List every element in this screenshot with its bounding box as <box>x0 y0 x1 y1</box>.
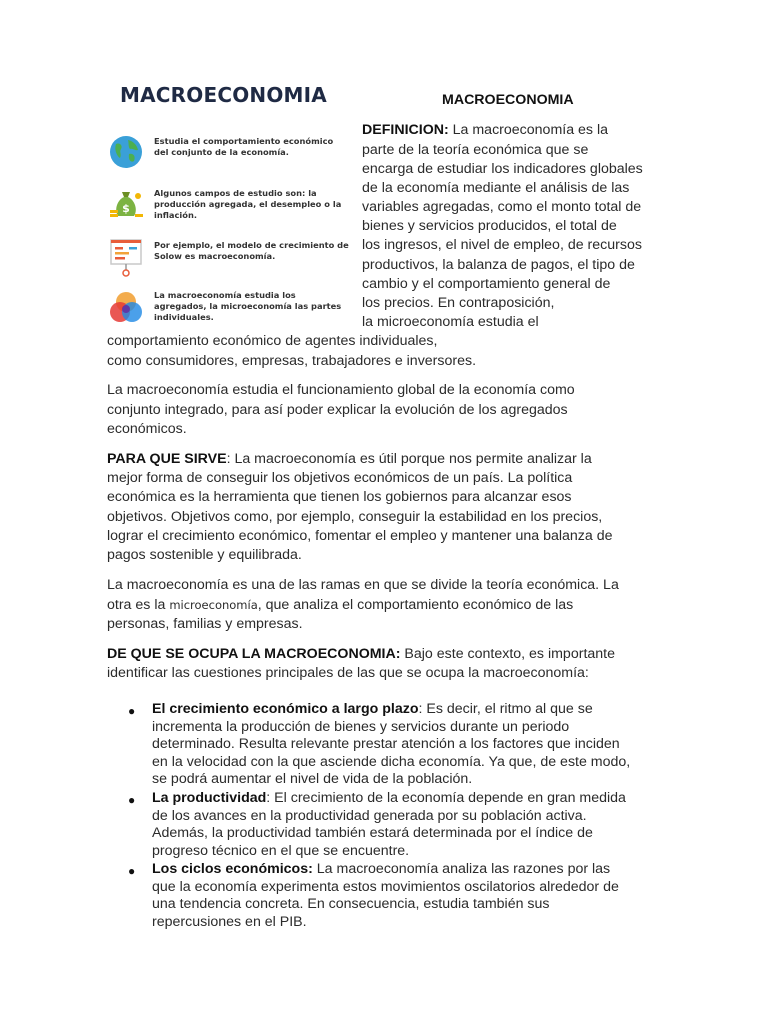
infographic-row <box>106 238 352 280</box>
para-que-sirve-line <box>107 450 592 469</box>
paragraph-line: personas, familias y empresas. <box>107 616 303 632</box>
paragraph-line: La macroeconomía estudia el funcionamiento global de la economía como <box>107 382 575 398</box>
definicion-line: los ingresos, el nivel de empleo, de recursos <box>362 237 642 253</box>
definicion-line: productivos, la balanza de pagos, el tipo de <box>362 256 635 273</box>
infographic-row-text: Por ejemplo, el modelo de crecimiento de Solow es macroeconomía. <box>154 240 349 261</box>
definicion-line: como consumidores, empresas, trabajadores e inversores. <box>107 352 477 369</box>
globe-icon <box>108 134 144 170</box>
paragraph-line: conjunto integrado, para así poder explicar la evolución de los agregados <box>107 401 568 418</box>
bullet-line: incrementa la producción de bienes y servicios durante un periodo <box>152 718 570 735</box>
para-que-sirve-label: PARA QUE SIRVE <box>107 450 227 467</box>
paragraph-text: , que analiza el comportamiento económico de las <box>257 596 574 613</box>
definicion-line: encarga de estudiar los indicadores globales <box>362 160 643 177</box>
bullet-icon: ● <box>128 864 136 878</box>
venn-circles-icon <box>108 288 144 328</box>
bullet-line: progreso técnico en el que se encuentre. <box>152 842 410 859</box>
infographic-row <box>106 134 352 176</box>
bullet-term: El crecimiento económico a largo plazo <box>152 701 419 717</box>
definicion-line: los precios. En contraposición, <box>362 294 555 311</box>
para-que-sirve-line: mejor forma de conseguir los objetivos económicos de un país. La política <box>107 470 573 486</box>
bullet-icon: ● <box>128 793 136 807</box>
de-que-se-ocupa-line: identificar las cuestiones principales de las que se ocupa la macroeconomía: <box>107 665 589 681</box>
money-bag-icon <box>108 186 144 222</box>
de-que-se-ocupa-line <box>107 645 615 664</box>
definicion-line: de la economía mediante el análisis de las <box>362 179 630 196</box>
definicion-label: DEFINICION: <box>362 122 449 138</box>
paragraph-line: económicos. <box>107 420 187 437</box>
definicion-line: comportamiento económico de agentes individuales, <box>107 333 438 349</box>
bullet-line <box>152 860 610 879</box>
bullet-line: que la economía experimenta estos movimientos oscilatorios alrededor de <box>152 878 619 895</box>
page-title: MACROECONOMIA <box>442 92 574 108</box>
de-que-se-ocupa-label: DE QUE SE OCUPA LA MACROECONOMIA: <box>107 646 401 662</box>
infographic-row <box>106 186 352 228</box>
de-que-se-ocupa-text: Bajo este contexto, es importante <box>400 646 615 662</box>
bullet-term: La productividad <box>152 790 267 806</box>
definicion-line: variables agregadas, como el monto total de <box>362 199 642 215</box>
bullet-text: La macroeconomía analiza las razones por las <box>312 861 611 877</box>
paragraph-line <box>107 596 573 615</box>
definicion-line: cambio y el comportamiento general de <box>362 275 611 292</box>
bullet-text: : Es decir, el ritmo al que se <box>418 701 593 717</box>
infographic-row-text: Estudia el comportamiento económico del conjunto de la economía. <box>154 136 334 157</box>
para-que-sirve-line: lograr el crecimiento económico, fomentar el empleo y mantener una balanza de <box>107 527 613 544</box>
paragraph-text: otra es la <box>107 596 170 613</box>
infographic-title: MACROECONOMIA <box>120 83 327 107</box>
para-que-sirve-line: pagos sostenible y equilibrada. <box>107 546 302 563</box>
infographic-row-text: Algunos campos de estudio son: la producción agregada, el desempleo o la inflación. <box>154 188 342 220</box>
paragraph-line: La macroeconomía es una de las ramas en que se divide la teoría económica. La <box>107 577 619 593</box>
definicion-line <box>362 121 608 140</box>
bullet-line: repercusiones en el PIB. <box>152 913 307 930</box>
bullet-line: se podrá aumentar el nivel de vida de la población. <box>152 771 473 787</box>
bullet-line: de los avances en la productividad generada por su población activa. <box>152 807 587 824</box>
definicion-text: La macroeconomía es la <box>448 122 609 138</box>
definicion-line: bienes y servicios producidos, el total de <box>362 218 617 234</box>
bullet-line <box>152 700 593 719</box>
definicion-line: la microeconomía estudia el <box>362 314 539 330</box>
svg-text:$: $ <box>122 202 130 215</box>
para-que-sirve-line: económica es la herramienta que tienen los gobiernos para alcanzar esos <box>107 489 572 505</box>
infographic-row <box>106 288 352 330</box>
bullet-line <box>152 789 626 808</box>
bullet-icon: ● <box>128 704 136 718</box>
bullet-term: Los ciclos económicos: <box>152 861 313 877</box>
macroeconomia-infographic <box>106 82 352 334</box>
para-que-sirve-text: : La macroeconomía es útil porque nos permite analizar la <box>226 450 592 467</box>
presentation-board-icon <box>108 238 144 278</box>
para-que-sirve-line: objetivos. Objetivos como, por ejemplo, conseguir la estabilidad en los precios, <box>107 508 603 525</box>
definicion-line: parte de la teoría económica que se <box>362 141 589 158</box>
bullet-line: Además, la productividad también estará determinada por el índice de <box>152 825 593 841</box>
bullet-line: una tendencia concreta. En consecuencia, estudia también sus <box>152 896 550 912</box>
bullet-line: determinado. Resulta relevante prestar atención a los factores que inciden <box>152 736 620 752</box>
infographic-row-text: La macroeconomía estudia los agregados, la microeconomía las partes individuales. <box>154 290 342 322</box>
bullet-text: : El crecimiento de la economía depende en gran medida <box>266 790 626 806</box>
bullet-line: en la velocidad con la que asciende dicha economía. Ya que, de este modo, <box>152 753 631 770</box>
microeconomia-term: microeconomía <box>169 597 258 612</box>
